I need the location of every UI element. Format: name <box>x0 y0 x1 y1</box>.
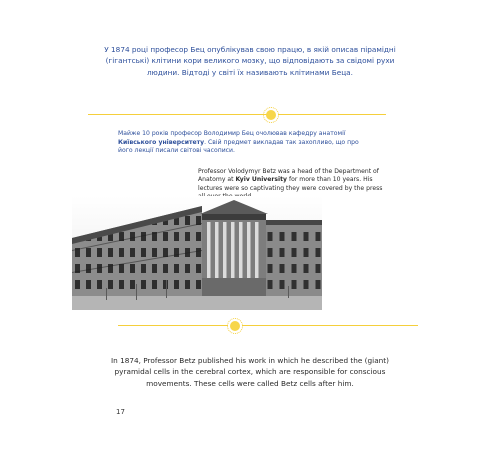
timeline-line-right <box>278 114 386 115</box>
ukrainian-paragraph-top: У 1874 році професор Бец опублікував свою працю, в якій описав пірамідні (гігантські) клітини кори великого мозку, що відповідають за свідомі рухи людини. Відтоді у світі їх називають клітинами Беца. <box>104 45 396 77</box>
timeline-line-left <box>88 114 268 115</box>
sun-dot-icon <box>266 110 276 120</box>
timeline-divider-top <box>88 109 388 121</box>
english-caption: Professor Volodymyr Betz was a head of the Department of Anatomy at Kyiv University for more than 10 years. His lectures were so captivating they were covered by the press <box>198 168 383 192</box>
page-number: 17 <box>116 408 125 416</box>
timeline-line-right <box>242 325 418 326</box>
ukrainian-paragraph-middle: Майже 10 років професор Володимир Бец очолював кафедру анатомії Київського університету. Свій предмет викладав так захопливо, що про його лекції писали світові часописи. <box>118 130 359 155</box>
sun-dot-icon <box>230 321 240 331</box>
kyiv-university-uk: Київського університету <box>118 138 205 146</box>
university-building-photo <box>72 196 322 310</box>
kyiv-university-en: Kyiv University <box>235 176 288 184</box>
english-paragraph-bottom: In 1874, Professor Betz published his work in which he described the (giant) pyramidal cells in the cerebral cortex, which are responsible for conscious movements. These cells were called Betz cells after him. <box>110 356 389 388</box>
timeline-divider-bottom <box>118 320 418 332</box>
timeline-line-left <box>118 325 228 326</box>
